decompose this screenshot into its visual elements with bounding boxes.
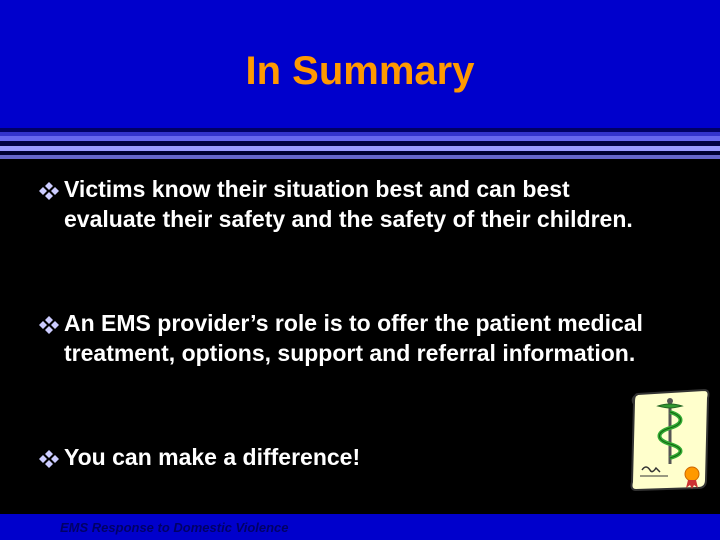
four-diamond-bullet-icon: [38, 450, 60, 468]
bullet-2: [38, 308, 658, 368]
bullet-3: [38, 442, 658, 472]
medical-certificate-icon: [628, 388, 714, 492]
title-band: [0, 0, 720, 128]
bullet-text: You can make a difference!: [64, 444, 361, 470]
header-divider-stripes: [0, 128, 720, 160]
four-diamond-bullet-icon: [38, 182, 60, 200]
bullet-1: [38, 174, 658, 234]
bullet-text: Victims know their situation best and can best evaluate their safety and the safety of their children.: [64, 176, 633, 232]
bullet-text: An EMS provider’s role is to offer the patient medical treatment, options, support and referral information.: [64, 310, 643, 366]
slide-title: In Summary: [245, 49, 475, 93]
four-diamond-bullet-icon: [38, 316, 60, 334]
footer-text: EMS Response to Domestic Violence: [60, 520, 289, 535]
